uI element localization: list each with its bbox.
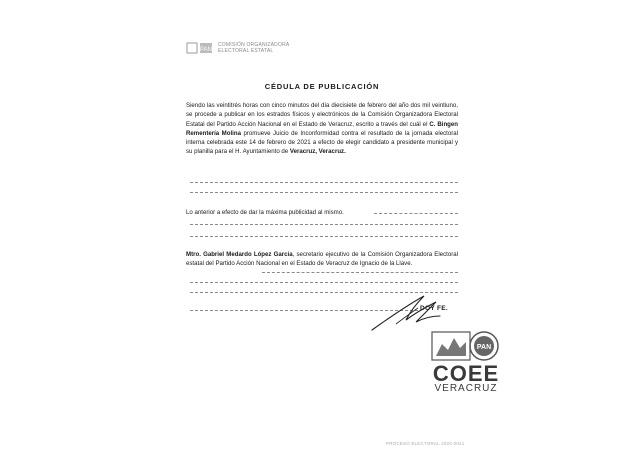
filler-line: [262, 272, 458, 273]
document-title: CÉDULA DE PUBLICACIÓN: [264, 82, 380, 91]
paragraph-publication: [186, 101, 458, 157]
stamp-logo-text: COEE: [432, 361, 500, 386]
filler-line: [190, 236, 458, 237]
svg-text:PAN: PAN: [200, 47, 212, 53]
filler-line: [374, 213, 458, 214]
doy-fe-text: DOY FE.: [420, 305, 448, 312]
footer-reference: PROCESO ELECTORAL 2020-2021: [386, 441, 465, 446]
stamp-state-text: VERACRUZ: [434, 383, 498, 394]
filler-line: [190, 182, 458, 183]
filler-line: [190, 224, 458, 225]
coee-stamp: [430, 326, 502, 392]
promoter-name: C. Bingen Rementería Molina: [186, 120, 458, 137]
paragraph-signatory: [186, 250, 458, 269]
stamp-emblem-icon: [430, 326, 502, 366]
letterhead-line1: COMISIÓN ORGANIZADORA: [218, 42, 290, 48]
filler-line: [190, 192, 458, 193]
filler-line: [190, 282, 458, 283]
stamp-party-text: PAN: [476, 344, 492, 351]
pan-logo-icon: [186, 41, 214, 55]
letterhead-text: [218, 42, 289, 54]
paragraph-purpose: Lo anterior a efecto de dar la máxima publicidad al mismo.: [186, 209, 344, 216]
letterhead: [186, 40, 289, 56]
paragraph-text: Siendo las veintitrés horas con cinco minutos del día diecisiete de febrero del año dos mil veintiuno, se procede a publicar en los estrados físicos y electrónicos de la Comisión Organizadora Electoral Estatal del Partido Acción Nacional en el Estado de Veracruz, escrito a través del cuál el: [186, 102, 458, 128]
paragraph-text: promueve Juicio de Inconformidad contra el resultado de la jornada electoral interna celebrada este 14 de febrero de 2021 a efecto de elegir candidato a presidente municipal y su planilla para el H. Ayuntamiento de: [186, 129, 459, 156]
paragraph-text: , secretario ejecutivo de la Comisión Organizadora Electoral estatal del Partido Acción Nacional en el Estado de Veracruz de Ignacio de la Llave.: [186, 251, 458, 268]
letterhead-line2: ELECTORAL ESTATAL: [218, 48, 274, 54]
signatory-name: Mtro. Gabriel Medardo López García: [186, 251, 293, 258]
place-name: Veracruz, Veracruz.: [289, 148, 346, 156]
